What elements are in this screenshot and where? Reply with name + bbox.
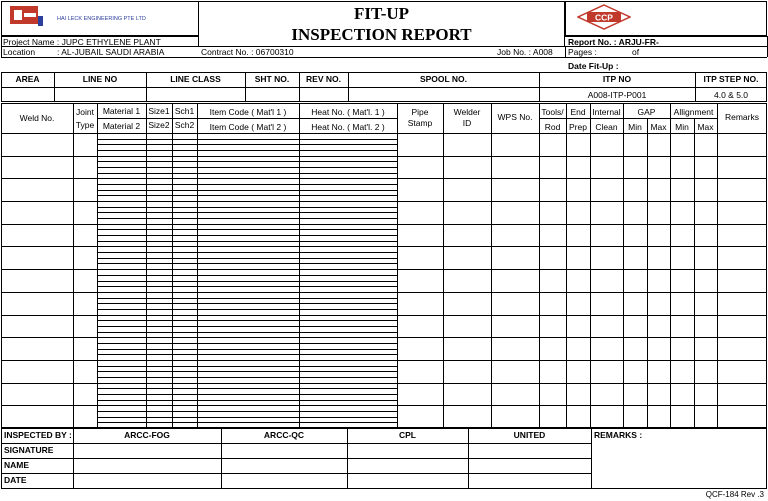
grid-subrow-line <box>97 218 397 219</box>
hdr-size-2: Size2 <box>148 120 170 130</box>
title-line2: INSPECTION REPORT <box>291 25 472 44</box>
grid-subrow-line <box>97 394 397 395</box>
grid-column-line <box>299 103 300 428</box>
grid-subrow-line <box>97 275 397 276</box>
grid-subrow-line <box>97 173 397 174</box>
grid-column-line <box>717 103 718 428</box>
col-area: AREA <box>15 74 40 84</box>
remarks-label: REMARKS : <box>594 430 643 440</box>
col-line-class: LINE CLASS <box>170 74 221 84</box>
grid-subrow-line <box>97 349 397 350</box>
hdr-internal-1: Internal <box>592 107 621 117</box>
hdr-material-2: Material 2 <box>102 121 141 131</box>
col-itp-step: ITP STEP NO. <box>703 74 759 84</box>
grid-subrow-line <box>97 190 397 191</box>
hdr-tools-2: Rod <box>544 122 561 132</box>
grid-subrow-line <box>97 263 397 264</box>
grid-subrow-line <box>97 195 397 196</box>
svg-text:CCP: CCP <box>595 12 613 23</box>
date-label: DATE <box>4 475 27 485</box>
grid-subrow-line <box>97 235 397 236</box>
inspected-by-label: INSPECTED BY : <box>4 430 72 440</box>
hdr-gap: GAP <box>637 107 656 117</box>
hdr-tools-1: Tools/ <box>541 107 564 117</box>
ccp-logo <box>577 4 631 30</box>
name-label: NAME <box>4 460 30 470</box>
grid-row-line <box>1 337 767 338</box>
grid-subrow-line <box>97 320 397 321</box>
party-arcc-fog: ARCC-FOG <box>124 430 170 440</box>
grid-subrow-line <box>97 139 397 140</box>
hdr-material-1: Material 1 <box>102 106 141 116</box>
grid-subrow-line <box>97 303 397 304</box>
party-arcc-qc: ARCC-QC <box>263 430 305 440</box>
grid-column-line <box>397 103 398 428</box>
grid-row-line <box>1 292 767 293</box>
grid-subrow-line <box>97 286 397 287</box>
signature-label: SIGNATURE <box>4 445 54 455</box>
hdr-heat-no-2: Heat No. ( Mat'l. 2 ) <box>311 122 385 132</box>
pages-label: Pages : <box>568 46 597 57</box>
hdr-align-min: Min <box>675 122 689 132</box>
grid-subrow-line <box>97 417 397 418</box>
grid-subrow-line <box>97 332 397 333</box>
grid-row-line <box>1 405 767 406</box>
hdr-sch-2: Sch2 <box>174 120 195 130</box>
hdr-gap-min: Min <box>628 122 642 132</box>
location-label: Location <box>3 46 36 57</box>
grid-row-line <box>1 360 767 361</box>
hdr-remarks: Remarks <box>724 112 759 122</box>
grid-subrow-line <box>97 144 397 145</box>
grid-column-line <box>97 103 98 428</box>
grid-row-line <box>1 246 767 247</box>
itp-no-value: A008-ITP-P001 <box>587 90 647 100</box>
grid-column-line <box>647 118 648 428</box>
pages-of: of <box>632 46 640 57</box>
grid-subrow-line <box>97 258 397 259</box>
grid-column-line <box>172 103 173 428</box>
grid-column-line <box>623 103 624 428</box>
grid-column-line <box>197 103 198 428</box>
grid-row-line <box>1 178 767 179</box>
grid-subrow-line <box>97 309 397 310</box>
hdr-pipe-1: Pipe <box>411 107 429 117</box>
hdr-heat-no-1: Heat No. ( Mat'l. 1 ) <box>311 107 385 117</box>
grid-subrow-line <box>97 184 397 185</box>
grid-column-line <box>590 103 591 428</box>
grid-subrow-line <box>97 252 397 253</box>
grid-subrow-line <box>97 298 397 299</box>
grid-subrow-line <box>97 411 397 412</box>
hdr-alignment: Allignment <box>673 107 714 117</box>
grid-subrow-line <box>97 326 397 327</box>
grid-subrow-line <box>97 377 397 378</box>
hdr-align-max: Max <box>697 122 714 132</box>
grid-row-line <box>1 224 767 225</box>
grid-subrow-line <box>97 161 397 162</box>
contract-no: Contract No. : 06700310 <box>201 46 294 57</box>
date-fitup: Date Fit-Up : <box>568 61 619 71</box>
grid-subrow-line <box>97 400 397 401</box>
hdr-sch-1: Sch1 <box>174 106 195 116</box>
hdr-pipe-2: Stamp <box>407 118 433 128</box>
col-itp-no: ITP NO <box>602 74 632 84</box>
grid-subrow-line <box>97 354 397 355</box>
hdr-internal-2: Clean <box>595 122 618 132</box>
itp-step-value: 4.0 & 5.0 <box>713 90 749 100</box>
hdr-item-code-1: Item Code ( Mat'l 1 ) <box>209 107 287 117</box>
main-table <box>1 103 767 428</box>
col-spool-no: SPOOL NO. <box>419 74 468 84</box>
grid-row-line <box>1 383 767 384</box>
grid-subrow-line <box>97 422 397 423</box>
grid-column-line <box>491 103 492 428</box>
report-no: Report No. : ARJU-FR- <box>568 37 659 47</box>
grid-column-line <box>146 103 147 428</box>
grid-subrow-line <box>97 366 397 367</box>
col-line-no: LINE NO <box>82 74 118 84</box>
grid-row-line <box>1 201 767 202</box>
grid-column-line <box>566 103 567 428</box>
hdr-welder-1: Welder <box>453 107 481 117</box>
hdr-end-1: End <box>570 107 586 117</box>
grid-subrow-line <box>97 229 397 230</box>
grid-column-line <box>73 103 74 428</box>
grid-subrow-line <box>97 212 397 213</box>
hdr-weld-no: Weld No. <box>19 113 55 123</box>
job-no: Job No. : A008 <box>497 46 553 57</box>
grid-row-line <box>1 315 767 316</box>
hdr-item-code-2: Item Code ( Mat'l 2 ) <box>209 122 287 132</box>
title-line1: FIT-UP <box>353 4 410 23</box>
hdr-gap-max: Max <box>650 122 667 132</box>
grid-column-line <box>443 103 444 428</box>
company-name: HAI LECK ENGINEERING PTE LTD <box>57 16 146 22</box>
col-sht-no: SHT NO. <box>254 74 290 84</box>
project-name: Project Name : JUPC ETHYLENE PLANT <box>3 37 161 47</box>
grid-subrow-line <box>97 388 397 389</box>
grid-subrow-line <box>97 207 397 208</box>
hdr-welder-2: ID <box>462 118 472 128</box>
grid-subrow-line <box>97 343 397 344</box>
grid-row-line <box>1 269 767 270</box>
grid-column-line <box>539 103 540 428</box>
hdr-size-1: Size1 <box>148 106 170 116</box>
hdr-joint-1: Joint <box>76 107 94 117</box>
grid-column-line <box>670 103 671 428</box>
company-logo <box>8 4 44 28</box>
grid-row-line <box>1 156 767 157</box>
location-value: : AL-JUBAIL SAUDI ARABIA <box>57 46 165 57</box>
hdr-wps-no: WPS No. <box>497 112 533 122</box>
col-rev-no: REV NO. <box>306 74 341 84</box>
grid-subrow-line <box>97 150 397 151</box>
grid-subrow-line <box>97 167 397 168</box>
grid-subrow-line <box>97 281 397 282</box>
party-cpl: CPL <box>399 430 416 440</box>
hdr-joint-2: Type <box>75 120 95 130</box>
party-united: UNITED <box>513 430 546 440</box>
grid-subrow-line <box>97 241 397 242</box>
form-code: QCF-184 Rev .3 <box>705 490 764 499</box>
hdr-end-2: Prep <box>569 122 587 132</box>
grid-column-line <box>694 118 695 428</box>
grid-subrow-line <box>97 371 397 372</box>
